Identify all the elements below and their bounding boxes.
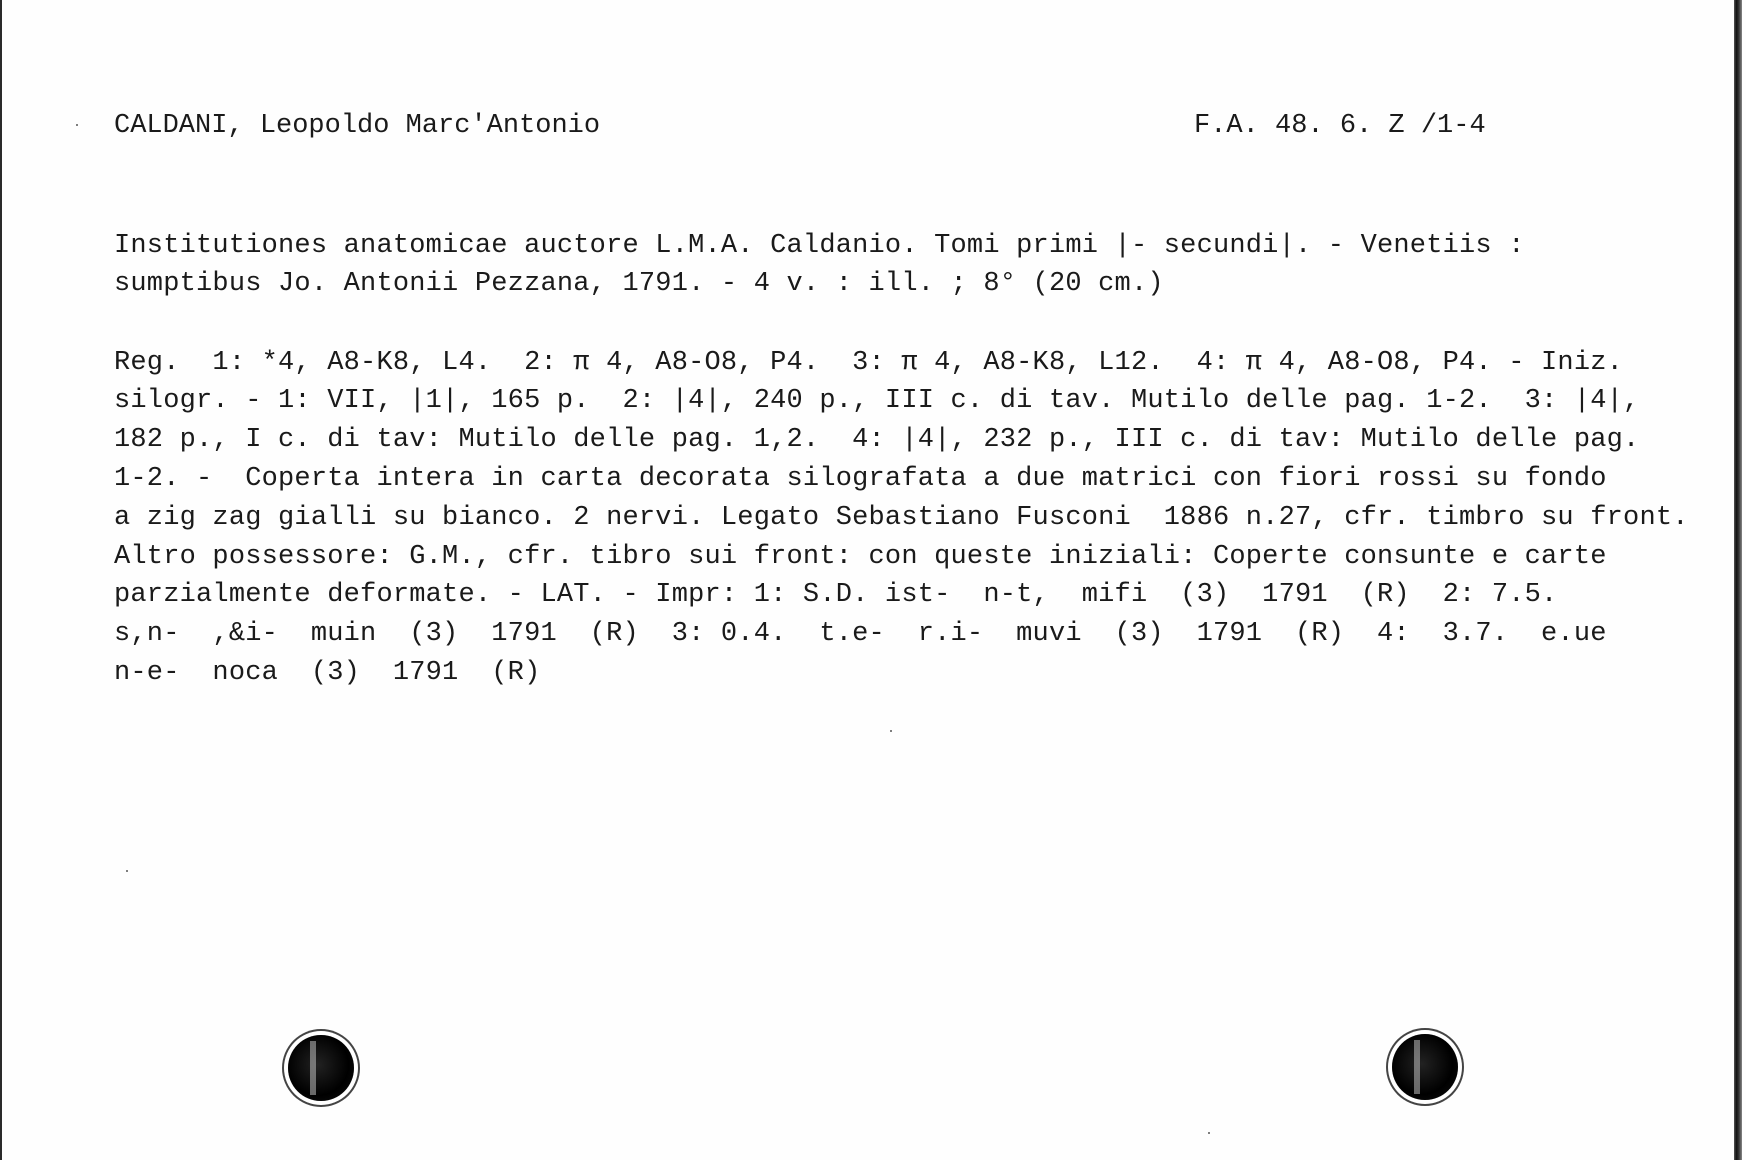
card-right-edge: [1734, 0, 1742, 1160]
dust-speck: [890, 730, 892, 732]
notes-line-9: n-e- noca (3) 1791 (R): [114, 658, 541, 688]
description-line-1: Institutiones anatomicae auctore L.M.A. Caldanio. Tomi primi |- secundi|. - Venetiis :: [114, 231, 1525, 261]
notes-line-2: silogr. - 1: VII, |1|, 165 p. 2: |4|, 240 p., III c. di tav. Mutilo delle pag. 1-2. 3: |4|,: [114, 386, 1640, 416]
notes-line-7: parzialmente deformate. - LAT. - Impr: 1: S.D. ist- n-t, mifi (3) 1791 (R) 2: 7.5.: [114, 580, 1558, 610]
notes-line-6: Altro possessore: G.M., cfr. tibro sui front: con queste iniziali: Coperte consunte e carte: [114, 542, 1607, 572]
dust-speck: [1208, 1132, 1210, 1134]
notes-line-5: a zig zag gialli su bianco. 2 nervi. Legato Sebastiano Fusconi 1886 n.27, cfr. timbro su front.: [114, 503, 1689, 533]
shelfmark: F.A. 48. 6. Z /1-4: [1194, 111, 1486, 141]
notes-line-4: 1-2. - Coperta intera in carta decorata silografata a due matrici con fiori rossi su fondo: [114, 464, 1607, 494]
notes-line-3: 182 p., I c. di tav: Mutilo delle pag. 1,2. 4: |4|, 232 p., III c. di tav: Mutilo delle pag.: [114, 425, 1640, 455]
description-line-2: sumptibus Jo. Antonii Pezzana, 1791. - 4 v. : ill. ; 8° (20 cm.): [114, 269, 1164, 299]
notes-line-8: s,n- ,&i- muin (3) 1791 (R) 3: 0.4. t.e- r.i- muvi (3) 1791 (R) 4: 3.7. e.ue: [114, 619, 1607, 649]
punch-hole-right: [1392, 1034, 1458, 1100]
author-heading: CALDANI, Leopoldo Marc'Antonio: [114, 111, 601, 141]
notes-line-1: Reg. 1: *4, A8-K8, L4. 2: π 4, A8-O8, P4. 3: π 4, A8-K8, L12. 4: π 4, A8-O8, P4. - Iniz.: [114, 348, 1624, 378]
card-left-edge: [0, 0, 2, 1160]
dust-speck: [126, 870, 128, 872]
dust-speck: [76, 124, 78, 126]
punch-hole-left: [288, 1035, 354, 1101]
